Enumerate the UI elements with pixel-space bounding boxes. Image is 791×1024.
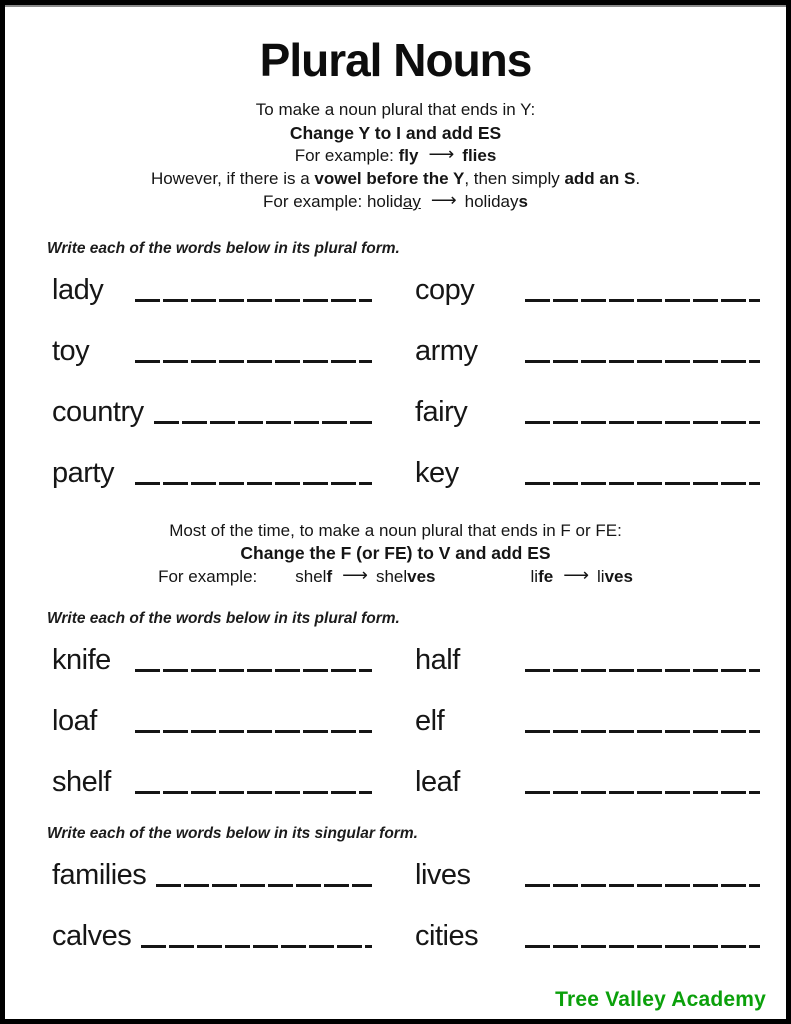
however-text: , then simply — [464, 168, 565, 188]
rule-y-however — [5, 168, 786, 191]
example-to-bold-s: s — [518, 192, 528, 211]
example-to-word: flies — [462, 146, 497, 165]
answer-blank[interactable] — [525, 884, 760, 887]
example-to-stem: holiday — [464, 192, 519, 211]
instruction-singular: Write each of the words below in its singular form. — [47, 825, 418, 842]
word-row — [52, 335, 372, 368]
arrow-right-icon: ⟶ — [342, 564, 366, 585]
word-label: elf — [415, 705, 445, 737]
rule-y-block — [5, 99, 786, 214]
rule-f-rule: Change the F (or FE) to V and add ES — [240, 543, 551, 563]
word-label: knife — [52, 644, 111, 676]
word-row — [415, 859, 760, 892]
word-row — [415, 766, 760, 799]
word-label: fairy — [415, 395, 468, 428]
answer-blank[interactable] — [141, 945, 372, 948]
answer-blank[interactable] — [135, 360, 372, 363]
rule-y-example-1 — [5, 144, 786, 168]
word-label: party — [52, 456, 114, 489]
arrow-right-icon: ⟶ — [430, 190, 455, 210]
example-from-bold: fe — [538, 566, 554, 586]
word-label: copy — [415, 273, 475, 306]
example-from-stem: li — [530, 566, 539, 586]
example-to-stem: shel — [375, 566, 408, 586]
example-to-bold: ves — [407, 566, 436, 586]
answer-blank[interactable] — [135, 299, 372, 302]
rule-f-example-2 — [531, 565, 633, 589]
answer-blank[interactable] — [525, 482, 760, 485]
rule-y-example-2 — [5, 190, 786, 214]
word-row — [415, 335, 760, 368]
example-from-underlined: ay — [402, 192, 421, 211]
word-row — [415, 644, 760, 677]
word-row — [415, 274, 760, 307]
word-row — [415, 396, 760, 429]
brand-footer: Tree Valley Academy — [555, 988, 766, 1011]
answer-blank[interactable] — [525, 669, 760, 672]
answer-blank[interactable] — [525, 945, 760, 948]
word-row — [415, 457, 760, 490]
word-label: shelf — [52, 766, 111, 798]
word-label: lady — [52, 273, 104, 306]
word-row — [52, 705, 372, 738]
example-from-bold: f — [326, 566, 333, 586]
word-row — [52, 274, 372, 307]
rule-y-intro: To make a noun plural that ends in Y: — [255, 100, 536, 119]
word-label: country — [52, 395, 144, 428]
rule-f-intro: Most of the time, to make a noun plural that ends in F or FE: — [169, 520, 622, 540]
word-row — [415, 920, 760, 953]
answer-blank[interactable] — [525, 299, 760, 302]
word-row — [52, 766, 372, 799]
word-label: lives — [415, 859, 471, 891]
example-prefix: For example: — [158, 566, 258, 586]
example-from-stem: holid — [366, 192, 403, 211]
word-section-y — [5, 274, 786, 490]
word-label: toy — [52, 334, 90, 367]
however-text: However, if there is a — [150, 168, 315, 188]
answer-blank[interactable] — [135, 791, 372, 794]
word-label: loaf — [52, 705, 97, 737]
example-from-word: fly — [398, 146, 419, 165]
word-label: calves — [52, 920, 132, 952]
word-row — [52, 457, 372, 490]
word-label: key — [415, 456, 459, 489]
word-section-singular — [5, 859, 786, 953]
example-from-stem: shel — [295, 566, 327, 586]
rule-f-block — [5, 520, 786, 589]
answer-blank[interactable] — [135, 669, 372, 672]
rule-y-rule: Change Y to I and add ES — [289, 122, 502, 143]
arrow-right-icon: ⟶ — [563, 564, 587, 585]
word-row — [415, 705, 760, 738]
however-text: . — [635, 168, 641, 188]
rule-f-example-1 — [295, 565, 435, 589]
instruction-plural-2: Write each of the words below in its plural form. — [47, 610, 400, 627]
answer-blank[interactable] — [525, 421, 760, 424]
answer-blank[interactable] — [135, 482, 372, 485]
however-bold-add-s: add an S — [564, 168, 636, 188]
answer-blank[interactable] — [525, 730, 760, 733]
word-label: cities — [415, 920, 479, 952]
word-label: leaf — [415, 766, 460, 798]
word-label: half — [415, 644, 460, 676]
answer-blank[interactable] — [154, 421, 372, 424]
answer-blank[interactable] — [156, 884, 372, 887]
page-title: Plural Nouns — [259, 34, 532, 86]
word-row — [52, 396, 372, 429]
rule-f-examples — [5, 565, 786, 589]
however-bold-vowel: vowel before the Y — [314, 168, 465, 188]
arrow-right-icon: ⟶ — [428, 144, 453, 164]
answer-blank[interactable] — [135, 730, 372, 733]
example-to-bold: ves — [604, 566, 633, 586]
word-label: families — [52, 859, 147, 891]
word-section-f — [5, 644, 786, 799]
example-prefix: For example: — [263, 192, 363, 211]
top-accent-line — [5, 5, 786, 7]
answer-blank[interactable] — [525, 791, 760, 794]
answer-blank[interactable] — [525, 360, 760, 363]
example-to-stem: li — [597, 566, 605, 586]
example-prefix: For example: — [294, 146, 394, 165]
word-row — [52, 920, 372, 953]
word-row — [52, 859, 372, 892]
instruction-plural-1: Write each of the words below in its plural form. — [47, 239, 400, 257]
word-label: army — [415, 334, 478, 367]
word-row — [52, 644, 372, 677]
